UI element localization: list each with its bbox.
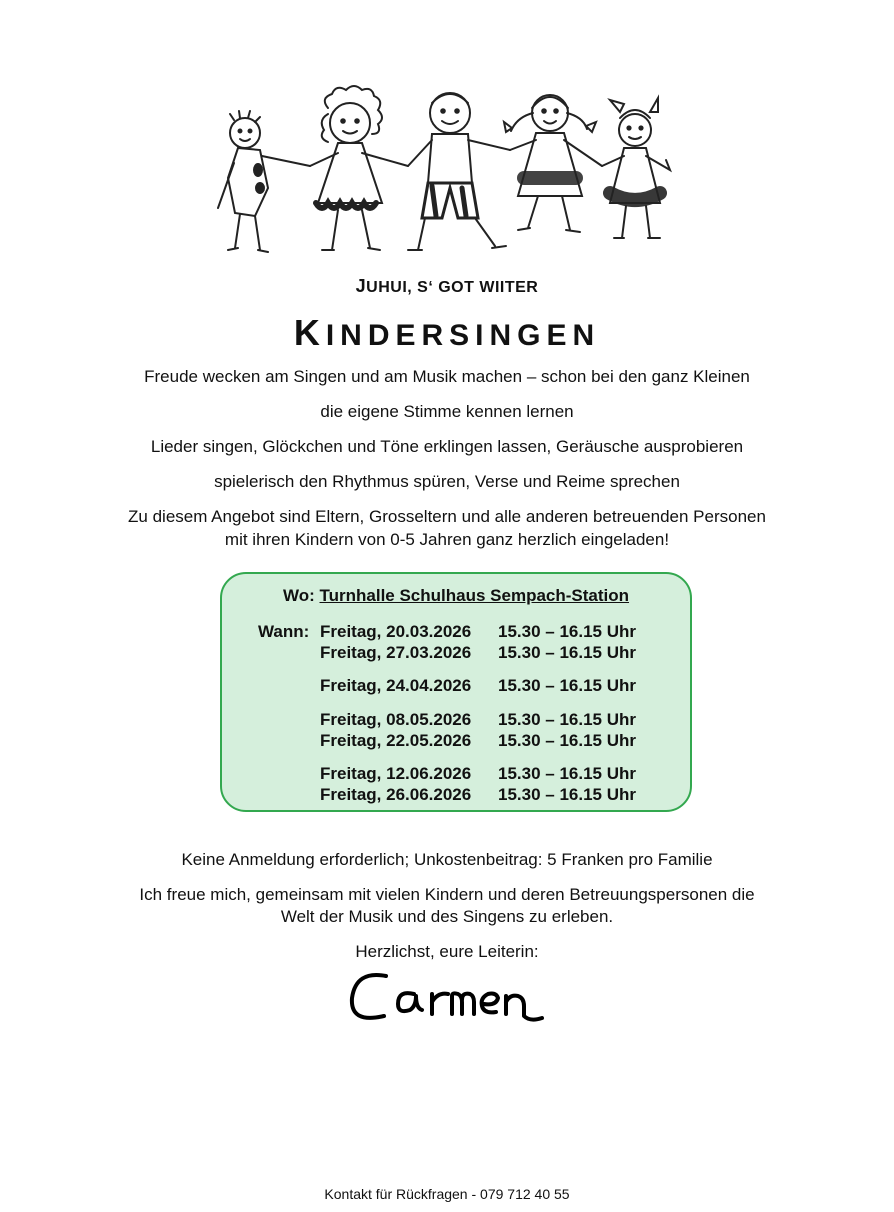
schedule-time: 15.30 – 16.15 Uhr xyxy=(498,785,636,804)
schedule-date: Freitag, 20.03.2026 xyxy=(320,622,472,641)
children-holding-hands-icon xyxy=(210,78,690,268)
schedule-date: Freitag, 27.03.2026 xyxy=(320,643,472,662)
intro-line-3: Lieder singen, Glöckchen und Töne erklingen lassen, Geräusche ausprobieren xyxy=(150,437,744,456)
closing-line-2: Welt der Musik und des Singens zu erleben. xyxy=(280,907,614,926)
kicker-initial: J xyxy=(355,276,367,296)
contact-footer: Kontakt für Rückfragen - 079 712 40 55 xyxy=(324,1186,570,1202)
page-title xyxy=(0,312,894,354)
schedule-date: Freitag, 24.04.2026 xyxy=(320,676,472,695)
schedule-box xyxy=(220,572,692,812)
where-label: Wo: xyxy=(282,586,315,605)
title-initial: K xyxy=(293,312,326,353)
schedule-date: Freitag, 22.05.2026 xyxy=(320,731,472,750)
kicker-text: UHUI, S‘ GOT WIITER xyxy=(366,279,539,296)
schedule-date: Freitag, 08.05.2026 xyxy=(320,710,472,729)
schedule-time: 15.30 – 16.15 Uhr xyxy=(498,710,636,729)
title-text: INDERSINGEN xyxy=(325,319,601,352)
intro-line-6: mit ihren Kindern von 0-5 Jahren ganz herzlich eingeladen! xyxy=(224,530,670,549)
intro-line-1: Freude wecken am Singen und am Musik machen – schon bei den ganz Kleinen xyxy=(144,367,750,386)
greeting: Herzlichst, eure Leiterin: xyxy=(355,942,539,961)
schedule-time: 15.30 – 16.15 Uhr xyxy=(498,764,636,783)
closing-line-1: Ich freue mich, gemeinsam mit vielen Kindern und deren Betreuungspersonen die xyxy=(139,885,755,904)
schedule-time: 15.30 – 16.15 Uhr xyxy=(498,643,636,662)
schedule-time: 15.30 – 16.15 Uhr xyxy=(498,731,636,750)
schedule-date: Freitag, 12.06.2026 xyxy=(320,764,472,783)
location-value: Turnhalle Schulhaus Sempach-Station xyxy=(319,586,630,605)
intro-line-5: Zu diesem Angebot sind Eltern, Grosseltern und alle anderen betreuenden Personen xyxy=(128,507,766,526)
kicker-heading xyxy=(0,276,894,297)
signature-image xyxy=(346,960,556,1030)
schedule-time: 15.30 – 16.15 Uhr xyxy=(498,676,636,695)
intro-line-4: spielerisch den Rhythmus spüren, Verse und Reime sprechen xyxy=(214,472,680,491)
schedule-date: Freitag, 26.06.2026 xyxy=(320,785,472,804)
schedule-time: 15.30 – 16.15 Uhr xyxy=(498,622,636,641)
registration-note: Keine Anmeldung erforderlich; Unkostenbeitrag: 5 Franken pro Familie xyxy=(181,850,713,869)
location-line xyxy=(222,586,690,606)
intro-line-2: die eigene Stimme kennen lernen xyxy=(320,402,574,421)
when-label: Wann: xyxy=(258,622,310,641)
